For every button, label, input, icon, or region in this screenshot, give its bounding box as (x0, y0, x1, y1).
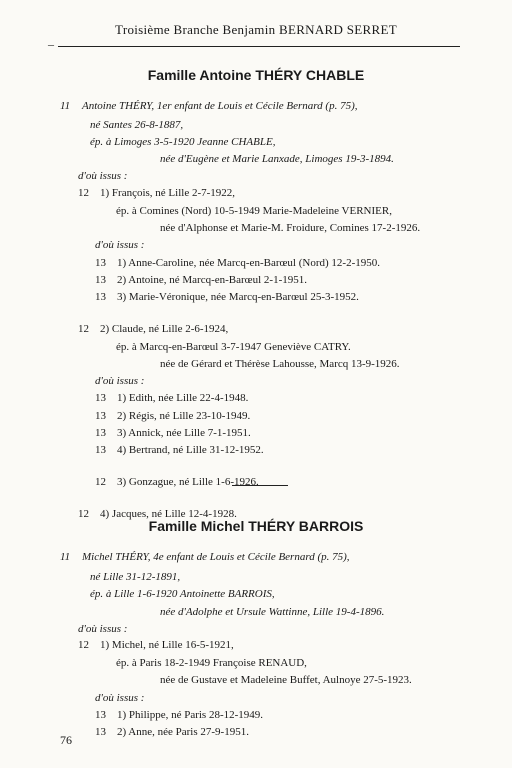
entry-text: 1) Edith, née Lille 22-4-1948. (117, 392, 249, 404)
entry-text: d'où issus : (78, 623, 128, 635)
generation-number: 13 (95, 392, 106, 404)
entry-line (160, 358, 400, 371)
entry-line (60, 551, 350, 564)
entry-line (95, 410, 250, 423)
entry-line (95, 692, 144, 705)
entry-text: ép. à Paris 18-2-1949 Françoise RENAUD, (116, 657, 307, 669)
generation-number: 12 (78, 323, 89, 335)
section-title-antoine: Famille Antoine THÉRY CHABLE (147, 67, 365, 83)
entry-text: née d'Adolphe et Ursule Wattinne, Lille 19-4-1896. (160, 606, 385, 618)
generation-number: 13 (95, 257, 106, 269)
header-dash: – (48, 37, 54, 51)
entry-line (78, 170, 127, 183)
entry-text: née d'Alphonse et Marie-M. Froidure, Comines 17-2-1926. (160, 222, 421, 234)
entry-line (95, 239, 144, 252)
entry-text: né Santes 26-8-1887, (90, 119, 184, 131)
generation-number: 13 (95, 726, 106, 738)
entry-line (95, 291, 359, 304)
entry-line (95, 476, 259, 489)
page-number: 76 (60, 733, 72, 747)
generation-number: 13 (95, 274, 106, 286)
generation-number: 12 (78, 508, 89, 520)
entry-line (116, 341, 351, 354)
entry-text: 3) Annick, née Lille 7-1-1951. (117, 427, 251, 439)
entry-text: née d'Eugène et Marie Lanxade, Limoges 19-3-1894. (160, 153, 394, 165)
generation-number: 11 (60, 551, 71, 563)
entry-line (95, 257, 380, 270)
entry-text: d'où issus : (95, 239, 145, 251)
entry-text: d'où issus : (95, 375, 145, 387)
generation-number: 13 (95, 709, 106, 721)
entry-line (90, 588, 275, 601)
entry-line (95, 709, 263, 722)
entry-text: ép. à Limoges 3-5-1920 Jeanne CHABLE, (90, 136, 276, 148)
entry-line (160, 674, 412, 687)
generation-number: 12 (78, 187, 89, 199)
entry-text: 3) Gonzague, né Lille 1-6-1926. (117, 476, 259, 488)
entry-text: ép. à Marcq-en-Barœul 3-7-1947 Geneviève CATRY. (116, 341, 351, 353)
generation-number: 11 (60, 100, 71, 112)
entry-text: 4) Jacques, né Lille 12-4-1928. (100, 508, 237, 520)
entry-text: Antoine THÉRY, 1er enfant de Louis et Cécile Bernard (p. 75), (82, 100, 358, 112)
entry-line (160, 153, 394, 166)
generation-number: 12 (95, 476, 106, 488)
entry-line (160, 606, 384, 619)
entry-line (60, 100, 357, 113)
entry-line (160, 222, 420, 235)
entry-text: née de Gustave et Madeleine Buffet, Aulnoye 27-5-1923. (160, 674, 412, 686)
entry-line (90, 136, 275, 149)
entry-line (78, 639, 234, 652)
entry-text: 4) Bertrand, né Lille 31-12-1952. (117, 444, 264, 456)
entry-text: 2) Régis, né Lille 23-10-1949. (117, 410, 251, 422)
entry-line (90, 571, 180, 584)
entry-line (116, 205, 392, 218)
entry-line (95, 444, 264, 457)
entry-text: d'où issus : (78, 170, 128, 182)
entry-text: ép. à Lille 1-6-1920 Antoinette BARROIS, (90, 588, 275, 600)
entry-line (95, 427, 251, 440)
entry-line (95, 392, 248, 405)
entry-text: 1) Anne-Caroline, née Marcq-en-Barœul (Nord) 12-2-1950. (117, 257, 380, 269)
entry-line (95, 274, 307, 287)
generation-number: 13 (95, 291, 106, 303)
header-rule (58, 46, 460, 47)
entry-text: 3) Marie-Véronique, née Marcq-en-Barœul 25-3-1952. (117, 291, 359, 303)
running-header: Troisième Branche Benjamin BERNARD SERRET (115, 22, 397, 37)
section-title-michel: Famille Michel THÉRY BARROIS (148, 518, 364, 534)
entry-line (95, 726, 249, 739)
entry-text: d'où issus : (95, 692, 145, 704)
generation-number: 13 (95, 444, 106, 456)
entry-text: 2) Anne, née Paris 27-9-1951. (117, 726, 249, 738)
entry-text: 1) Michel, né Lille 16-5-1921, (100, 639, 234, 651)
entry-text: ép. à Comines (Nord) 10-5-1949 Marie-Madeleine VERNIER, (116, 205, 392, 217)
entry-text: 1) François, né Lille 2-7-1922, (100, 187, 236, 199)
section-separator (232, 485, 288, 486)
entry-line (78, 323, 228, 336)
entry-text: né Lille 31-12-1891, (90, 571, 181, 583)
generation-number: 13 (95, 410, 106, 422)
entry-line (90, 119, 183, 132)
entry-line (116, 657, 307, 670)
entry-text: née de Gérard et Thérèse Lahousse, Marcq 13-9-1926. (160, 358, 400, 370)
entry-line (78, 623, 127, 636)
generation-number: 12 (78, 639, 89, 651)
entry-line (78, 187, 235, 200)
entry-text: 2) Claude, né Lille 2-6-1924, (100, 323, 229, 335)
entry-text: Michel THÉRY, 4e enfant de Louis et Cécile Bernard (p. 75), (82, 551, 350, 563)
entry-line (95, 375, 144, 388)
entry-text: 2) Antoine, né Marcq-en-Barœul 2-1-1951. (117, 274, 308, 286)
generation-number: 13 (95, 427, 106, 439)
entry-text: 1) Philippe, né Paris 28-12-1949. (117, 709, 264, 721)
